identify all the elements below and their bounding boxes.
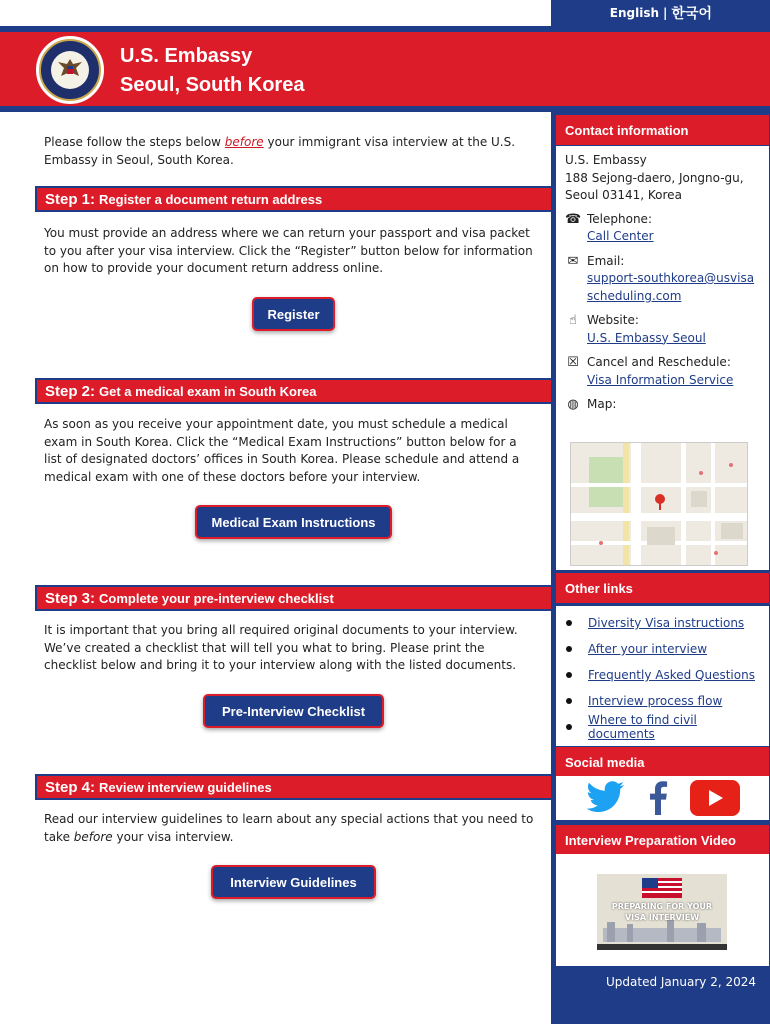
contact-panel	[556, 146, 769, 570]
list-item	[566, 636, 761, 662]
video-preview-image	[597, 874, 727, 950]
cancel-reschedule-row: ☒ Cancel and Reschedule: Visa Information Service	[565, 354, 761, 389]
list-item	[566, 662, 761, 688]
step-2-header	[35, 378, 551, 404]
step-3-text: It is important that you bring all required original documents to your interview. We’ve created a checklist that will tell you what to bring. Please print the checklist below and bring it to your interview along with the listed documents.	[44, 623, 518, 672]
visa-information-service-link[interactable]: Visa Information Service	[587, 372, 734, 387]
step-1-title: Register a document return address	[99, 191, 323, 207]
social-media-panel	[556, 776, 769, 820]
map-image	[571, 443, 748, 566]
step-4-header	[35, 774, 551, 800]
video-title-line-2: VISA INTERVIEW	[624, 913, 700, 922]
register-button[interactable]: Register	[252, 297, 335, 331]
language-separator: |	[663, 6, 668, 20]
diversity-visa-link[interactable]: Diversity Visa instructions	[588, 616, 745, 630]
telephone-icon: ☎	[565, 211, 582, 227]
step-4-text: Read our interview guidelines to learn about any special actions that you need to take before your visa interview.	[44, 812, 534, 844]
embassy-website-link[interactable]: U.S. Embassy Seoul	[587, 330, 706, 345]
step-3-title: Complete your pre-interview checklist	[99, 590, 334, 606]
updated-date: Updated January 2, 2024	[606, 975, 756, 989]
contact-heading: Contact information	[556, 115, 769, 145]
step-1-text: You must provide an address where we can return your passport and visa packet to you after your visa interview. Click the “Register” button below for information on how to provide your document return address online.	[44, 226, 533, 275]
korean-link[interactable]: 한국어	[671, 6, 712, 22]
page-header	[0, 32, 770, 106]
facebook-icon[interactable]	[648, 781, 668, 815]
pre-interview-checklist-button[interactable]: Pre-Interview Checklist	[203, 694, 384, 728]
list-item	[566, 688, 761, 714]
video-thumbnail[interactable]	[597, 874, 727, 950]
step-2-title: Get a medical exam in South Korea	[99, 383, 317, 399]
embassy-address: U.S. Embassy 188 Sejong-daero, Jongno-gu, Seoul 03141, Korea	[565, 153, 744, 202]
title-line-1: U.S. Embassy	[120, 45, 253, 67]
after-interview-link[interactable]: After your interview	[588, 642, 708, 656]
medical-exam-instructions-button[interactable]: Medical Exam Instructions	[195, 505, 392, 539]
telephone-row: ☎ Telephone: Call Center	[565, 211, 761, 246]
social-media-heading: Social media	[556, 747, 769, 777]
map-row: ◍ Map:	[565, 396, 761, 414]
youtube-icon[interactable]	[690, 780, 740, 816]
video-title-line-1: PREPARING FOR YOUR	[611, 902, 713, 911]
list-item	[566, 610, 761, 636]
title-line-2: Seoul, South Korea	[120, 74, 305, 96]
english-link[interactable]: English	[609, 6, 660, 20]
page-title	[120, 42, 304, 100]
step-1-header	[35, 186, 551, 212]
email-icon: ✉	[567, 253, 579, 269]
step-2-number: Step 2:	[45, 382, 96, 400]
step-3-header	[35, 585, 551, 611]
website-row: ☝ Website: U.S. Embassy Seoul	[565, 312, 761, 347]
step-4-title: Review interview guidelines	[99, 779, 272, 795]
faq-link[interactable]: Frequently Asked Questions	[588, 668, 755, 682]
civil-documents-link[interactable]: Where to find civil documents	[588, 713, 697, 741]
step-2-text: As soon as you receive your appointment date, you must schedule a medical exam in South Korea. Click the “Medical Exam Instructions” button below for a list of designated doctors’ offices in South Korea. Please schedule and attend a medical exam with one of these doctors before your interview.	[44, 417, 520, 484]
other-links-list	[556, 606, 769, 746]
embassy-map[interactable]	[570, 442, 748, 566]
step-1-number: Step 1:	[45, 190, 96, 208]
eagle-icon	[55, 55, 85, 85]
call-center-link[interactable]: Call Center	[587, 229, 654, 243]
intro-emphasis: before	[224, 135, 264, 149]
cancel-box-icon: ☒	[567, 355, 579, 370]
step-3-number: Step 3:	[45, 589, 96, 607]
mouse-pointer-icon: ☝	[569, 313, 577, 328]
interview-guidelines-button[interactable]: Interview Guidelines	[211, 865, 376, 899]
video-panel	[556, 854, 769, 966]
email-link[interactable]: support-southkorea@usvisascheduling.com	[587, 271, 755, 303]
twitter-icon[interactable]	[586, 781, 626, 815]
intro-text: Please follow the steps below before your immigrant visa interview at the U.S. Embassy in Seoul, South Korea.	[44, 135, 516, 167]
interview-process-flow-link[interactable]: Interview process flow	[588, 694, 723, 708]
other-links-heading: Other links	[556, 573, 769, 603]
list-item	[566, 714, 761, 740]
step-4-number: Step 4:	[45, 778, 96, 796]
video-heading: Interview Preparation Video	[556, 825, 769, 855]
globe-icon: ◍	[567, 397, 579, 412]
embassy-seal-logo	[36, 36, 104, 104]
language-bar	[551, 0, 770, 26]
email-row: ✉ Email: support-southkorea@usvisascheduling.com	[565, 253, 761, 306]
